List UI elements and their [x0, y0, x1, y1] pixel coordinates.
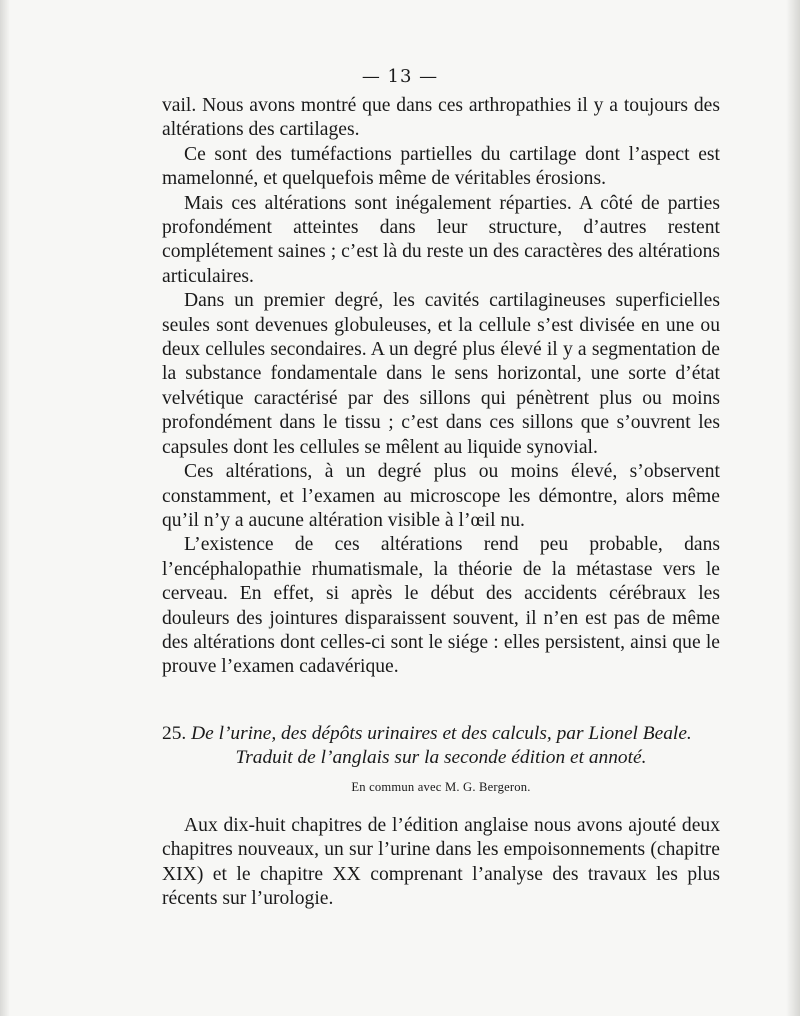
entry-title-line-1 — [162, 722, 720, 746]
paragraph-5: Ces altérations, à un degré plus ou moins élevé, s’observent constamment, et l’examen au microscope les démontre, alors même qu’il n’y a aucune altération visible à l’œil nu. — [162, 461, 720, 531]
paragraph-2: Ce sont des tuméfactions partielles du cartilage dont l’aspect est mamelonné, et quelquefois même de véritables érosions. — [162, 143, 720, 190]
closing-text — [162, 814, 720, 912]
entry-number: 25. — [162, 723, 187, 744]
paragraph-3: Mais ces altérations sont inégalement réparties. A côté de parties profondément atteintes dans leur structure, d’autres restent complétement saines ; c’est là du reste un des caractères des altérations articulaires. — [162, 192, 720, 287]
closing-paragraph: Aux dix-huit chapitres de l’édition anglaise nous avons ajouté deux chapitres nouveaux, un sur l’urine dans les empoisonnements (chapitre XIX) et le chapitre XX comprenant l’analyse des travaux les plus récents sur l’urologie. — [162, 815, 720, 910]
paragraph-4: Dans un premier degré, les cavités cartilagineuses superficielles seules sont devenues globuleuses, et la cellule s’est divisée en une ou deux cellules secondaires. A un degré plus élevé il y a segmentation de la substance fondamentale dans le sens horizontal, une sorte d’état velvétique caractérisé par des sillons qui pénètrent plus ou moins profondément dans le tissu ; c’est dans ces sillons que s’ouvrent les capsules dont les cellules se mêlent au liquide synovial. — [162, 290, 720, 458]
paragraph-1: vail. Nous avons montré que dans ces arthropathies il y a toujours des altérations des cartilages. — [162, 95, 720, 141]
body-text — [162, 94, 720, 680]
page-number: — 13 — — [361, 66, 439, 87]
entry-title-line-2: Traduit de l’anglais sur la seconde édition et annoté. — [235, 747, 647, 769]
entry-title: De l’urine, des dépôts urinaires et des calculs, par Lionel Beale. — [191, 723, 692, 744]
entry-collaboration: En commun avec M. G. Bergeron. — [351, 779, 531, 794]
paragraph-6: L’existence de ces altérations rend peu probable, dans l’encéphalopathie rhumatismale, la théorie de la métastase vers le cerveau. En effet, si après le début des accidents cérébraux les douleurs des jointures disparaissent souvent, il n’en est pas de même des altérations dont celles-ci sont le siége : elles persistent, ainsi que le prouve l’examen cadavérique. — [162, 534, 720, 678]
bibliography-entry-25 — [162, 722, 720, 795]
